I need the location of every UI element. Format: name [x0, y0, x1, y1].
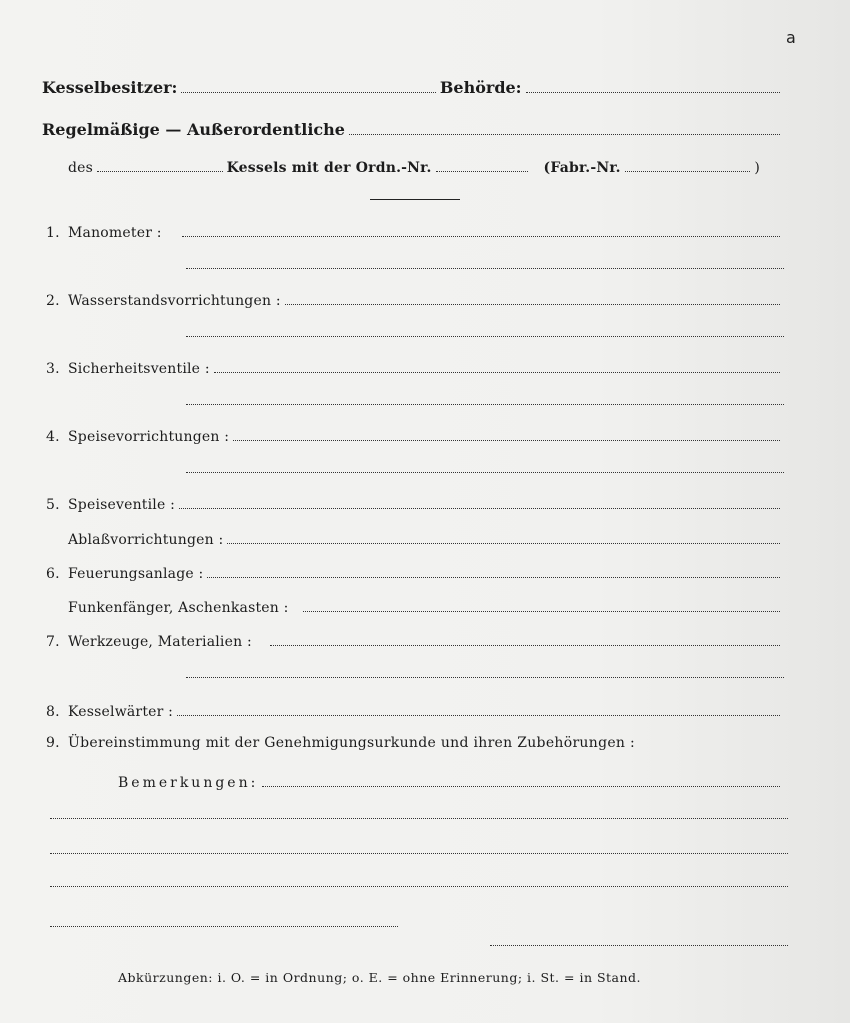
item-row-4 [46, 429, 784, 445]
item-label-spark-arrester: Funkenfänger, Aschenkasten : [68, 600, 289, 616]
remarks-label: Bemerkungen: [118, 775, 259, 791]
item-row-1 [46, 225, 784, 241]
item-number: 4. [46, 429, 60, 445]
item-number: 8. [46, 704, 60, 720]
owner-field[interactable] [181, 91, 435, 93]
water-level-field-line-2[interactable] [186, 336, 784, 337]
item-row-7 [46, 634, 784, 650]
spark-arrester-field[interactable] [303, 610, 780, 612]
water-level-field[interactable] [285, 303, 780, 305]
boiler-label: Kessels mit der Ordn.-Nr. [226, 160, 432, 176]
item-row-5b [68, 532, 784, 548]
remarks-field[interactable] [262, 785, 780, 787]
item-row-9 [46, 735, 784, 751]
item-number: 2. [46, 293, 60, 309]
owner-label: Kesselbesitzer: [42, 78, 178, 97]
manometer-field-line-2[interactable] [186, 268, 784, 269]
authority-label: Behörde: [439, 78, 522, 97]
remarks-row [118, 775, 784, 791]
item-label-tools-materials: Werkzeuge, Materialien : [68, 634, 252, 650]
item-row-8 [46, 704, 784, 720]
boiler-row [68, 160, 760, 176]
remarks-line-4[interactable] [50, 886, 788, 887]
feed-devices-field[interactable] [233, 439, 780, 441]
item-number: 5. [46, 497, 60, 513]
item-row-6 [46, 566, 784, 582]
item-label-feed-devices: Speisevorrichtungen : [68, 429, 230, 445]
item-number: 1. [46, 225, 60, 241]
firing-system-field[interactable] [207, 576, 780, 578]
tools-materials-field-line-2[interactable] [186, 677, 784, 678]
tools-materials-field[interactable] [270, 644, 780, 646]
item-row-2 [46, 293, 784, 309]
des-label: des [68, 160, 94, 176]
header-separator [370, 199, 460, 200]
item-label-drain-devices: Ablaßvorrichtungen : [68, 532, 224, 548]
signature-line[interactable] [490, 945, 788, 946]
close-paren: ) [754, 160, 760, 176]
des-field[interactable] [97, 170, 223, 172]
item-row-3 [46, 361, 784, 377]
feed-valves-field[interactable] [179, 507, 780, 509]
boiler-attendant-field[interactable] [177, 714, 780, 716]
safety-valves-field-line-2[interactable] [186, 404, 784, 405]
remarks-line-3[interactable] [50, 853, 788, 854]
order-number-field[interactable] [436, 170, 528, 172]
inspection-type-row [42, 120, 784, 139]
remarks-line-2[interactable] [50, 818, 788, 819]
item-number: 6. [46, 566, 60, 582]
item-label-water-level: Wasserstandsvorrichtungen : [68, 293, 281, 309]
item-row-6b [68, 600, 784, 616]
feed-devices-field-line-2[interactable] [186, 472, 784, 473]
item-number: 9. [46, 735, 60, 751]
corner-handwritten-mark: a [786, 28, 796, 47]
item-label-manometer: Manometer : [68, 225, 162, 241]
item-label-feed-valves: Speiseventile : [68, 497, 176, 513]
abbreviations-footer: Abkürzungen: i. O. = in Ordnung; o. E. = ohne Erinnerung; i. St. = in Stand. [118, 970, 642, 985]
item-label-firing-system: Feuerungsanlage : [68, 566, 204, 582]
authority-field[interactable] [526, 91, 780, 93]
inspection-type-field[interactable] [349, 133, 780, 135]
manometer-field[interactable] [182, 235, 780, 237]
drain-devices-field[interactable] [227, 542, 780, 544]
item-number: 3. [46, 361, 60, 377]
safety-valves-field[interactable] [214, 371, 780, 373]
item-number: 7. [46, 634, 60, 650]
item-label-conformity: Übereinstimmung mit der Genehmigungsurkunde und ihren Zubehörungen : [68, 735, 636, 751]
item-label-safety-valves: Sicherheitsventile : [68, 361, 210, 377]
fabr-number-field[interactable] [625, 170, 751, 172]
item-label-boiler-attendant: Kesselwärter : [68, 704, 174, 720]
item-row-5 [46, 497, 784, 513]
inspection-type-label: Regelmäßige — Außerordentliche [42, 120, 345, 139]
remarks-line-5[interactable] [50, 926, 398, 927]
fabr-label: (Fabr.-Nr. [543, 160, 621, 176]
owner-row [42, 78, 784, 97]
